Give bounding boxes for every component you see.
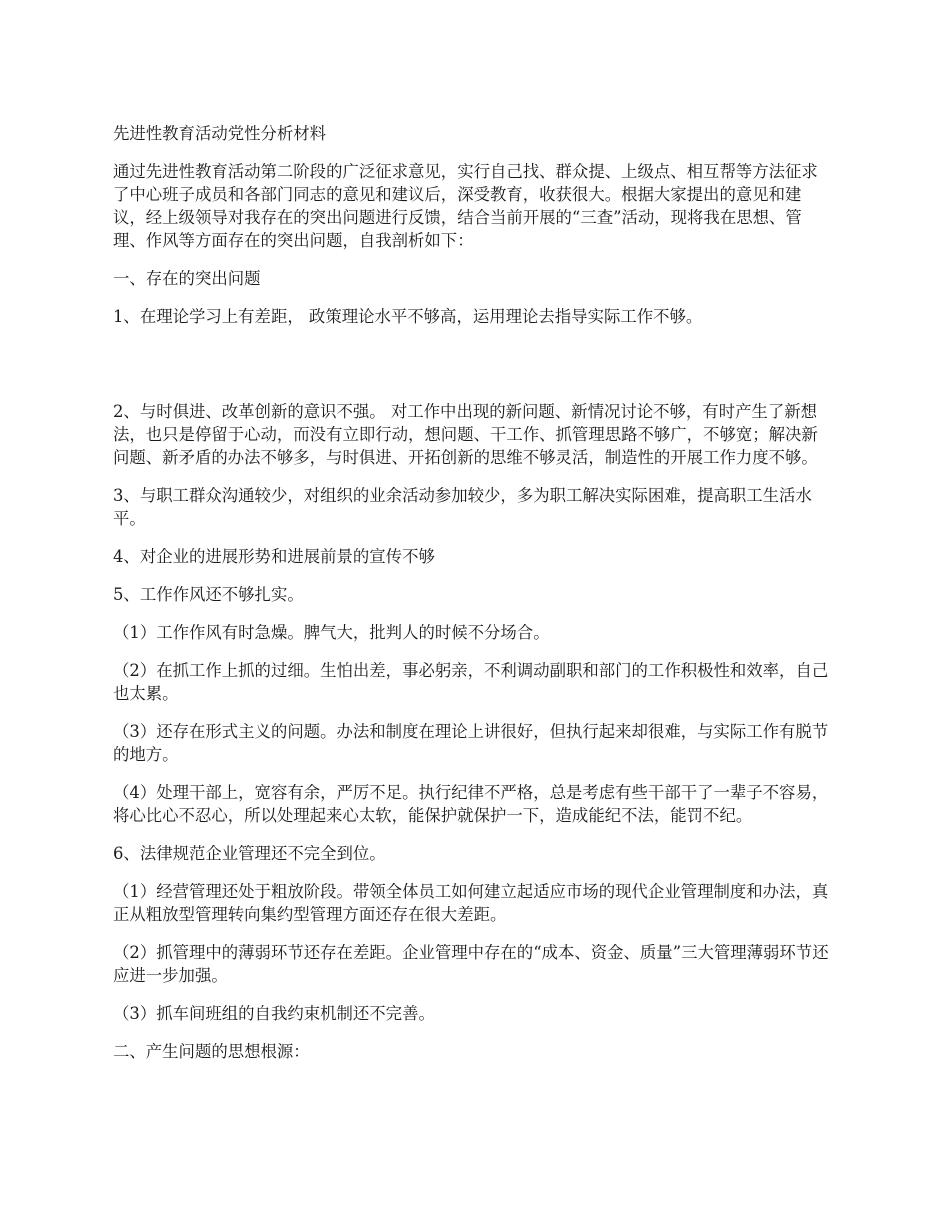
problem-item-5: 5、工作作风还不够扎实。 xyxy=(113,585,304,604)
problem-item-3: 3、与职工群众沟通较少，对组织的业余活动参加较少，多为职工解决实际困难，提高职工生活水平。 xyxy=(113,486,812,528)
problem-item-4: 4、对企业的进展形势和进展前景的宣传不够 xyxy=(113,547,435,566)
intro-paragraph: 通过先进性教育活动第二阶段的广泛征求意见，实行自己找、群众提、上级点、相互帮等方法征求了中心班子成员和各部门同志的意见和建议后，深受教育，收获很大。根据大家提出的意见和建议，经上级领导对我存在的突出问题进行反馈，结合当前开展的“三查”活动，现将我在思想、管理、作风等方面存在的突出问题，自我剖析如下： xyxy=(113,162,818,250)
document-page xyxy=(113,122,833,1078)
problem-item-6-1: （1）经营管理还处于粗放阶段。带领全体员工如何建立起适应市场的现代企业管理制度和办法，真正从粗放型管理转向集约型管理方面还存在很大差距。 xyxy=(113,882,829,924)
problem-item-5-3: （3）还存在形式主义的问题。办法和制度在理论上讲很好，但执行起来却很难，与实际工作有脱节的地方。 xyxy=(113,722,829,764)
section-heading-1: 一、存在的突出问题 xyxy=(113,269,261,288)
problem-item-5-4: （4）处理干部上，宽容有余，严厉不足。执行纪律不严格，总是考虑有些干部干了一辈子不容易，将心比心不忍心，所以处理起来心太软，能保护就保护一下，造成能纪不法，能罚不纪。 xyxy=(113,783,829,825)
document-title: 先进性教育活动党性分析材料 xyxy=(113,124,327,143)
problem-item-5-1: （1）工作作风有时急燥。脾气大，批判人的时候不分场合。 xyxy=(113,623,550,642)
problem-item-6-3: （3）抓车间班组的自我约束机制还不完善。 xyxy=(113,1004,435,1023)
problem-item-6-2: （2）抓管理中的薄弱环节还存在差距。企业管理中存在的“成本、资金、质量”三大管理薄弱环节还应进一步加强。 xyxy=(113,943,829,985)
problem-item-1: 1、在理论学习上有差距， 政策理论水平不够高，运用理论去指导实际工作不够。 xyxy=(113,307,703,326)
problem-item-2: 2、与时俱进、改革创新的意识不强。 对工作中出现的新问题、新情况讨论不够，有时产生了新想法，也只是停留于心动，而没有立即行动，想问题、干工作、抓管理思路不够广，不够宽；解决新问题、新矛盾的办法不够多，与时俱进、开拓创新的思维不够灵活，制造性的开展工作力度不够。 xyxy=(113,402,818,467)
problem-item-6: 6、法律规范企业管理还不完全到位。 xyxy=(113,844,386,863)
problem-item-5-2: （2）在抓工作上抓的过细。生怕出差，事必躬亲，不利调动副职和部门的工作积极性和效率，自己也太累。 xyxy=(113,661,829,703)
blank-gap xyxy=(113,343,833,400)
section-heading-2: 二、产生问题的思想根源： xyxy=(113,1042,310,1061)
